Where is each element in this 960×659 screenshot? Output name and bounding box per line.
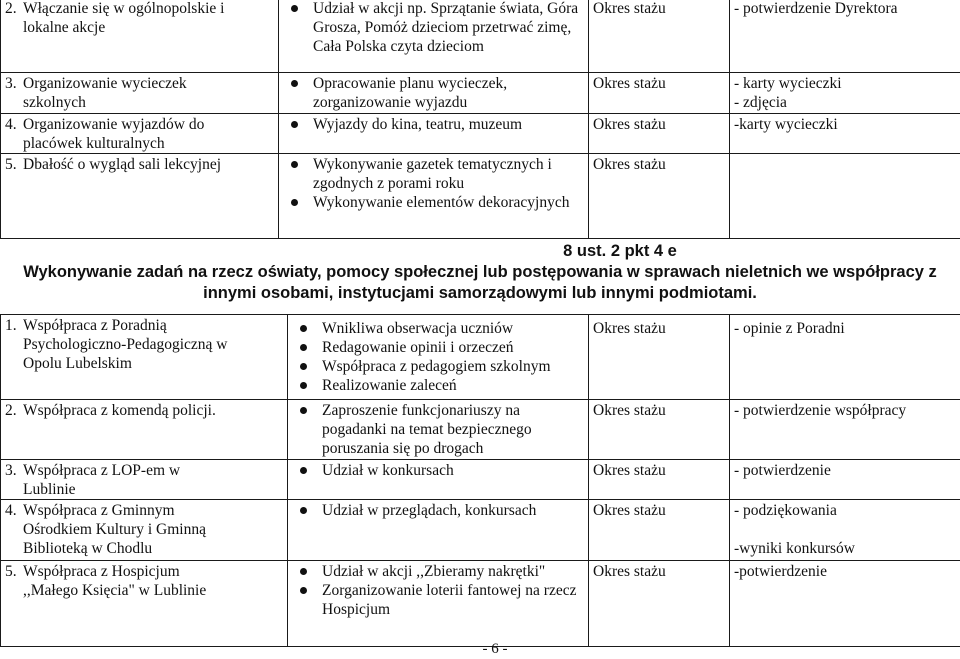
evidence-line: - zdjęcia	[734, 94, 787, 111]
page-number: - 6 -	[0, 640, 960, 659]
row-number: 4.	[5, 501, 23, 520]
task-cell	[1, 315, 288, 400]
evidence-line: - karty wycieczki	[734, 75, 842, 92]
actions-cell	[279, 114, 589, 154]
action-item: Redagowanie opinii i orzeczeń	[322, 338, 584, 357]
row-number: 3.	[5, 74, 23, 93]
task-line: Lublinie	[5, 481, 76, 498]
row-number: 2.	[5, 401, 23, 420]
evidence-cell	[730, 0, 960, 73]
evidence-line: - potwierdzenie Dyrektora	[734, 0, 898, 17]
task-cell	[1, 460, 288, 500]
action-item: Udział w akcji ,,Zbieramy nakrętki"	[322, 562, 584, 581]
evidence-line: - potwierdzenie współpracy	[734, 402, 906, 419]
row-number: 5.	[5, 562, 23, 581]
actions-cell	[288, 500, 589, 561]
table-row	[1, 561, 960, 647]
table-row	[1, 460, 960, 500]
term-cell: Okres stażu	[589, 154, 730, 239]
action-item: Opracowanie planu wycieczek, zorganizowanie wyjazdu	[313, 74, 584, 112]
term-cell: Okres stażu	[589, 0, 730, 73]
action-item: Wykonywanie elementów dekoracyjnych	[313, 193, 584, 212]
task-cell	[1, 114, 279, 154]
plan-table-top	[0, 0, 960, 239]
action-item: Zaproszenie funkcjonariuszy na pogadanki na temat bezpiecznego poruszania się po drogach	[322, 401, 584, 458]
evidence-cell	[730, 114, 960, 154]
task-line: Współpraca z komendą policji.	[23, 402, 216, 419]
evidence-cell	[730, 400, 960, 460]
action-item: Wykonywanie gazetek tematycznych i zgodnych z porami roku	[313, 155, 584, 193]
term-cell: Okres stażu	[589, 114, 730, 154]
term-cell: Okres stażu	[589, 561, 730, 647]
row-number: 2.	[5, 0, 23, 18]
table-row	[1, 114, 960, 154]
row-number: 4.	[5, 115, 23, 134]
term-cell: Okres stażu	[589, 400, 730, 460]
task-cell	[1, 0, 279, 73]
evidence-cell	[730, 561, 960, 647]
table-row	[1, 73, 960, 114]
table-row	[1, 400, 960, 460]
action-item: Wyjazdy do kina, teatru, muzeum	[313, 115, 584, 134]
actions-cell	[279, 73, 589, 114]
evidence-line: -potwierdzenie	[734, 563, 827, 580]
task-line: ,,Małego Księcia" w Lublinie	[5, 582, 206, 599]
task-line: Biblioteką w Chodlu	[5, 540, 152, 557]
row-number: 3.	[5, 461, 23, 480]
evidence-cell	[730, 315, 960, 400]
section-title: Wykonywanie zadań na rzecz oświaty, pomocy społecznej lub postępowania w sprawach nieletnich we współpracy z innymi osobami, instytucjami samorządowymi lub innymi podmiotami.	[0, 262, 960, 304]
evidence-cell	[730, 154, 960, 239]
table-row	[1, 500, 960, 561]
task-line: Współpraca z Hospicjum	[23, 563, 180, 580]
task-line: placówek kulturalnych	[5, 135, 165, 152]
term-cell: Okres stażu	[589, 315, 730, 400]
actions-cell	[288, 460, 589, 500]
task-line: Współpraca z LOP-em w	[23, 462, 180, 479]
task-line: Współpraca z Gminnym	[23, 502, 175, 519]
evidence-line: -wyniki konkursów	[734, 540, 855, 557]
term-cell: Okres stażu	[589, 500, 730, 561]
task-cell	[1, 154, 279, 239]
term-cell: Okres stażu	[589, 73, 730, 114]
action-item: Zorganizowanie loterii fantowej na rzecz Hospicjum	[322, 581, 584, 619]
actions-cell	[279, 0, 589, 73]
task-line: szkolnych	[5, 94, 86, 111]
action-item: Udział w konkursach	[322, 461, 584, 480]
task-cell	[1, 500, 288, 561]
actions-cell	[288, 315, 589, 400]
action-item: Udział w przeglądach, konkursach	[322, 501, 584, 520]
evidence-line: - opinie z Poradni	[734, 320, 845, 337]
row-number: 1.	[5, 316, 23, 335]
task-line: Organizowanie wyjazdów do	[23, 116, 204, 133]
section-number: 8 ust. 2 pkt 4 e	[280, 241, 960, 262]
evidence-cell	[730, 73, 960, 114]
actions-cell	[288, 561, 589, 647]
task-line: Ośrodkiem Kultury i Gminną	[5, 521, 206, 538]
term-cell: Okres stażu	[589, 460, 730, 500]
actions-cell	[279, 154, 589, 239]
task-line: lokalne akcje	[5, 19, 105, 36]
action-item: Realizowanie zaleceń	[322, 376, 584, 395]
action-item: Wnikliwa obserwacja uczniów	[322, 319, 584, 338]
task-line: Psychologiczno-Pedagogiczną w	[5, 336, 227, 353]
row-number: 5.	[5, 155, 23, 174]
action-item: Współpraca z pedagogiem szkolnym	[322, 357, 584, 376]
evidence-cell	[730, 500, 960, 561]
actions-cell	[288, 400, 589, 460]
evidence-line: - podziękowania	[734, 502, 837, 519]
action-item: Udział w akcji np. Sprzątanie świata, Góra Grosza, Pomóż dzieciom przetrwać zimę, Cała Polska czyta dzieciom	[313, 0, 584, 56]
section-heading	[0, 241, 960, 314]
task-line: Dbałość o wygląd sali lekcyjnej	[23, 156, 221, 173]
table-row	[1, 315, 960, 400]
task-line: Włączanie się w ogólnopolskie i	[23, 0, 224, 17]
evidence-line: -karty wycieczki	[734, 116, 838, 133]
task-cell	[1, 400, 288, 460]
evidence-line: - potwierdzenie	[734, 462, 831, 479]
table-row	[1, 0, 960, 73]
task-line: Opolu Lubelskim	[5, 355, 132, 372]
task-line: Organizowanie wycieczek	[23, 75, 187, 92]
plan-table-bottom	[0, 314, 960, 647]
task-cell	[1, 73, 279, 114]
task-line: Współpraca z Poradnią	[23, 317, 167, 334]
table-row	[1, 154, 960, 239]
task-cell	[1, 561, 288, 647]
evidence-cell	[730, 460, 960, 500]
